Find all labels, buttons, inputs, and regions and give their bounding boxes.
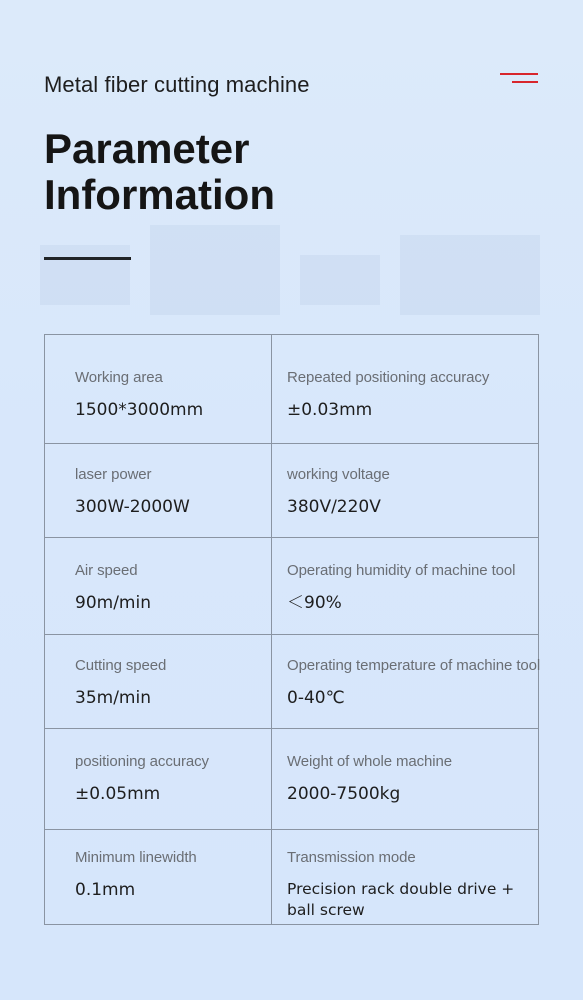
spec-cell	[272, 729, 539, 830]
table-row	[45, 729, 539, 830]
spec-cell	[272, 444, 539, 538]
menu-line-bottom	[512, 81, 538, 83]
page-title-line1: Parameter	[44, 125, 250, 172]
spec-value: 90m/min	[75, 593, 151, 613]
subtitle: Metal fiber cutting machine	[44, 72, 310, 97]
spec-value: 35m/min	[75, 688, 151, 708]
spec-label: Minimum linewidth	[75, 849, 197, 866]
spec-value: 300W-2000W	[75, 497, 190, 517]
spec-value: 380V/220V	[287, 497, 381, 517]
spec-cell	[272, 830, 539, 925]
table-row	[45, 335, 539, 444]
spec-label: Weight of whole machine	[287, 753, 453, 770]
spec-table	[44, 334, 539, 925]
spec-value: 0.1mm	[75, 880, 136, 900]
spec-label: Repeated positioning accuracy	[287, 369, 490, 386]
menu-lines-icon[interactable]	[500, 73, 540, 85]
spec-label: positioning accuracy	[75, 753, 209, 770]
spec-label: working voltage	[287, 466, 390, 483]
spec-cell	[272, 635, 539, 729]
page-title-line2: Information	[44, 171, 275, 218]
page-title	[44, 126, 275, 218]
spec-label: Operating temperature of machine tool	[287, 657, 541, 674]
spec-value: 1500*3000mm	[75, 400, 204, 420]
table-row	[45, 830, 539, 925]
spec-label: Transmission mode	[287, 849, 416, 866]
spec-value: ±0.05mm	[75, 784, 161, 804]
spec-cell	[45, 335, 272, 444]
spec-cell	[45, 538, 272, 635]
table-row	[45, 538, 539, 635]
menu-line-top	[500, 73, 538, 75]
spec-cell	[272, 335, 539, 444]
spec-value: ±0.03mm	[287, 400, 373, 420]
spec-cell	[45, 729, 272, 830]
spec-value: ＜90%	[287, 593, 342, 613]
spec-label: Operating humidity of machine tool	[287, 562, 516, 579]
spec-value: Precision rack double drive + ball screw	[287, 880, 515, 919]
spec-label: Working area	[75, 369, 163, 386]
spec-value: 2000-7500kg	[287, 784, 401, 804]
background-machine-watermark	[30, 215, 550, 325]
spec-cell	[45, 830, 272, 925]
table-row	[45, 444, 539, 538]
spec-value: 0-40℃	[287, 688, 345, 708]
spec-cell	[272, 538, 539, 635]
table-row	[45, 635, 539, 729]
spec-label: laser power	[75, 466, 152, 483]
spec-cell	[45, 444, 272, 538]
spec-label: Air speed	[75, 562, 138, 579]
spec-cell	[45, 635, 272, 729]
spec-label: Cutting speed	[75, 657, 167, 674]
